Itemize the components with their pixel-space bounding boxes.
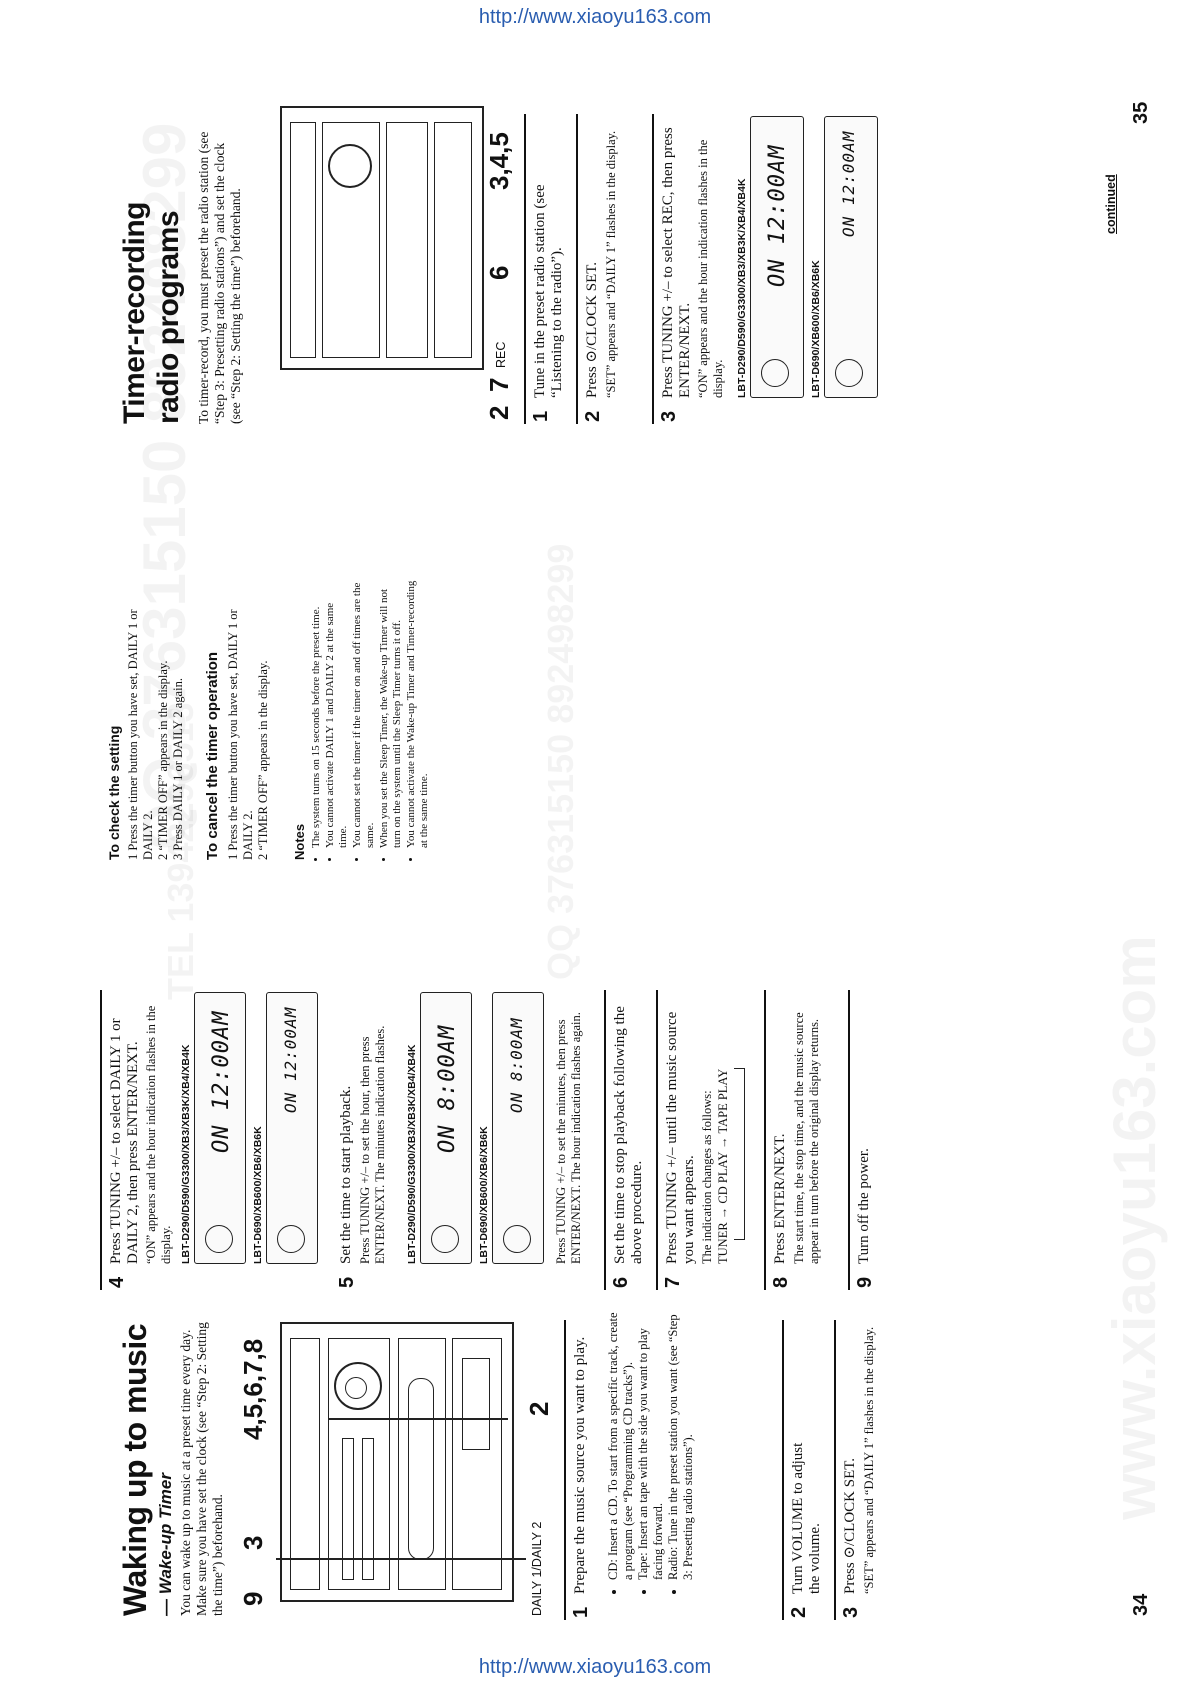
watermark-qq-mid xyxy=(540,544,582,980)
lcd-text: ON 12:00AM xyxy=(765,144,790,287)
mid-model-a-1: LBT-D290/D590/G3300/XB3/XB3K/XB4/XB4K xyxy=(180,1044,192,1264)
mid-step5-sub: Press TUNING +/– to set the hour, then press ENTER/NEXT. The minutes indication flashes. xyxy=(358,1025,387,1264)
list-item: • You cannot activate DAILY 1 and DAILY 2 at the same time. xyxy=(324,578,351,848)
mid-step5-num: 5 xyxy=(336,1276,358,1288)
header-url[interactable]: http://www.xiaoyu163.com xyxy=(478,6,712,28)
lcd-text: ON 8:00AM xyxy=(507,1017,526,1113)
mid-step8-sub: The start time, the stop time, and the music source appear in turn before the original display returns. xyxy=(792,1012,821,1264)
left-step2-text: Turn VOLUME to adjust the volume. xyxy=(790,1442,823,1594)
mid-step8-text: Press ENTER/NEXT. xyxy=(772,1133,788,1264)
callout-4-8: 4,5,6,7,8 xyxy=(238,1338,268,1440)
list-item: • When you set the Sleep Timer, the Wake-up Timer will not turn on the system until the Sleep Timer turns it off. xyxy=(378,578,405,848)
right-callout-6: 6 xyxy=(484,265,514,280)
lcd-display-b2 xyxy=(492,992,544,1264)
list-item: 3 Press DAILY 1 or DAILY 2 again. xyxy=(171,678,185,860)
mid-step7-num: 7 xyxy=(662,1276,684,1288)
right-model-b: LBT-D690/XB600/XB6/XB6K xyxy=(810,260,822,398)
notes-heading: Notes xyxy=(292,823,307,860)
list-item: • You cannot set the timer if the timer on and off times are the same. xyxy=(351,578,378,848)
lcd-text: ON 12:00AM xyxy=(839,130,858,237)
mid-model-b-1: LBT-D690/XB600/XB6/XB6K xyxy=(252,1126,264,1264)
mid-step7-sub: The indication changes as follows: xyxy=(700,1090,714,1264)
right-lcd-a xyxy=(750,116,804,398)
lcd-display-a2 xyxy=(420,992,472,1264)
stereo-illustration xyxy=(280,1322,514,1602)
right-step1-text: Tune in the preset radio station (see “Listening to the radio”). xyxy=(532,184,565,398)
left-step3-num: 3 xyxy=(840,1606,862,1618)
right-step3-num: 3 xyxy=(658,410,680,422)
left-subtitle: — Wake-up Timer xyxy=(156,1473,175,1616)
check-items xyxy=(126,590,186,860)
right-title: Timer-recording radio programs xyxy=(118,202,185,424)
mid-step4-num: 4 xyxy=(106,1276,128,1288)
list-item: 2 “TIMER OFF” appears in the display. xyxy=(256,660,270,860)
left-intro: You can wake up to music at a preset time every day. Make sure you have set the clock (see “Step 2: Setting the time”) beforehand. xyxy=(178,1322,225,1616)
lcd-text: ON 12:00AM xyxy=(209,1010,234,1153)
list-item: • Radio: Tune in the preset station you want (see “Step 3: Presetting radio stations”). xyxy=(666,1310,696,1580)
right-lcd-b xyxy=(824,116,878,398)
list-item: 1 Press the timer button you have set, DAILY 1 or DAILY 2. xyxy=(126,609,155,860)
mid-step7-flow: TUNER → CD PLAY → TAPE PLAY xyxy=(716,1068,730,1264)
mid-step6-text: Set the time to stop playback following the above procedure. xyxy=(612,1006,645,1264)
callout-2: 2 xyxy=(524,1401,554,1416)
lcd-text: ON 12:00AM xyxy=(281,1006,300,1113)
mid-step8-num: 8 xyxy=(770,1276,792,1288)
callout-3: 3 xyxy=(238,1535,268,1550)
mid-model-b-2: LBT-D690/XB600/XB6/XB6K xyxy=(478,1126,490,1264)
left-step3-text: Press ⊙/CLOCK SET. xyxy=(842,1457,858,1594)
right-step2-sub: “SET” appears and “DAILY 1” flashes in the display. xyxy=(604,130,618,398)
notes-list xyxy=(310,578,432,860)
lcd-text: ON 8:00AM xyxy=(435,1024,460,1153)
footer-url[interactable]: http://www.xiaoyu163.com xyxy=(478,1656,712,1678)
mid-step5-more: Press TUNING +/– to set the minutes, then press ENTER/NEXT. The hour indication flashes again. xyxy=(554,1012,583,1264)
callout-daily: DAILY 1/DAILY 2 xyxy=(530,1521,544,1616)
check-heading: To check the setting xyxy=(106,725,122,860)
list-item: • CD: Insert a CD. To start from a specific track, create a program (see “Programming CD tracks”). xyxy=(606,1310,636,1580)
right-step1-num: 1 xyxy=(530,410,552,422)
right-model-a: LBT-D290/D590/G3300/XB3/XB3K/XB4/XB4K xyxy=(736,178,748,398)
left-title: Waking up to music xyxy=(117,1323,153,1616)
right-callout-345: 3,4,5 xyxy=(484,132,514,190)
lcd-display-b1 xyxy=(266,992,318,1264)
left-step1-num: 1 xyxy=(570,1606,592,1618)
mid-step4-sub: “ON” appears and the hour indication flashes in the display. xyxy=(144,1005,173,1264)
page-number-35: 35 xyxy=(1130,101,1152,124)
list-item: 1 Press the timer button you have set, DAILY 1 or DAILY 2. xyxy=(226,609,255,860)
left-step3-sub: “SET” appears and “DAILY 1” flashes in the display. xyxy=(862,1326,876,1594)
right-step3-text: Press TUNING +/– to select REC, then press ENTER/NEXT. xyxy=(660,127,693,398)
right-step2-text: Press ⊙/CLOCK SET. xyxy=(584,261,600,398)
lcd-display-a1 xyxy=(194,992,246,1264)
mid-step6-num: 6 xyxy=(610,1276,632,1288)
right-step3-sub: “ON” appears and the hour indication flashes in the display. xyxy=(696,139,725,398)
left-step2-num: 2 xyxy=(788,1606,810,1618)
cancel-items xyxy=(226,590,271,860)
stereo-illustration-right xyxy=(280,106,484,370)
continued-label: continued xyxy=(1104,174,1118,234)
right-callout-2: 2 xyxy=(484,405,514,420)
mid-step7-text: Press TUNING +/– until the music source you want appears. xyxy=(664,1011,697,1264)
left-step1-text: Prepare the music source you want to play. xyxy=(572,1336,588,1594)
list-item: • You cannot activate the Wake-up Timer and Timer-recording at the same time. xyxy=(405,578,432,848)
right-intro: To timer-record, you must preset the radio station (see “Step 3: Presetting radio stations”) and set the clock (see “Step 2: Setting the time”) beforehand. xyxy=(196,131,243,424)
right-callout-rec: REC xyxy=(494,341,508,368)
list-item: • The system turns on 15 seconds before the preset time. xyxy=(310,578,324,848)
page-number-34: 34 xyxy=(1130,1593,1152,1616)
right-callout-7: 7 xyxy=(484,377,514,392)
watermark-site xyxy=(1100,935,1169,1520)
mid-step9-num: 9 xyxy=(854,1276,876,1288)
list-item: 2 “TIMER OFF” appears in the display. xyxy=(156,660,170,860)
mid-step4-text: Press TUNING +/– to select DAILY 1 or DAILY 2, then press ENTER/NEXT. xyxy=(108,1018,141,1264)
cancel-heading: To cancel the timer operation xyxy=(204,651,221,860)
mid-step5-text: Set the time to start playback. xyxy=(338,1085,354,1264)
callout-9: 9 xyxy=(238,1591,268,1606)
right-step2-num: 2 xyxy=(582,410,604,422)
mid-step9-text: Turn off the power. xyxy=(856,1148,872,1264)
list-item: • Tape: Insert an tape with the side you want to play facing forward. xyxy=(636,1310,666,1580)
rotated-manual-spread xyxy=(100,60,1180,1620)
left-step1-bullets xyxy=(606,1310,696,1594)
mid-model-a-2: LBT-D290/D590/G3300/XB3/XB3K/XB4/XB4K xyxy=(406,1044,418,1264)
